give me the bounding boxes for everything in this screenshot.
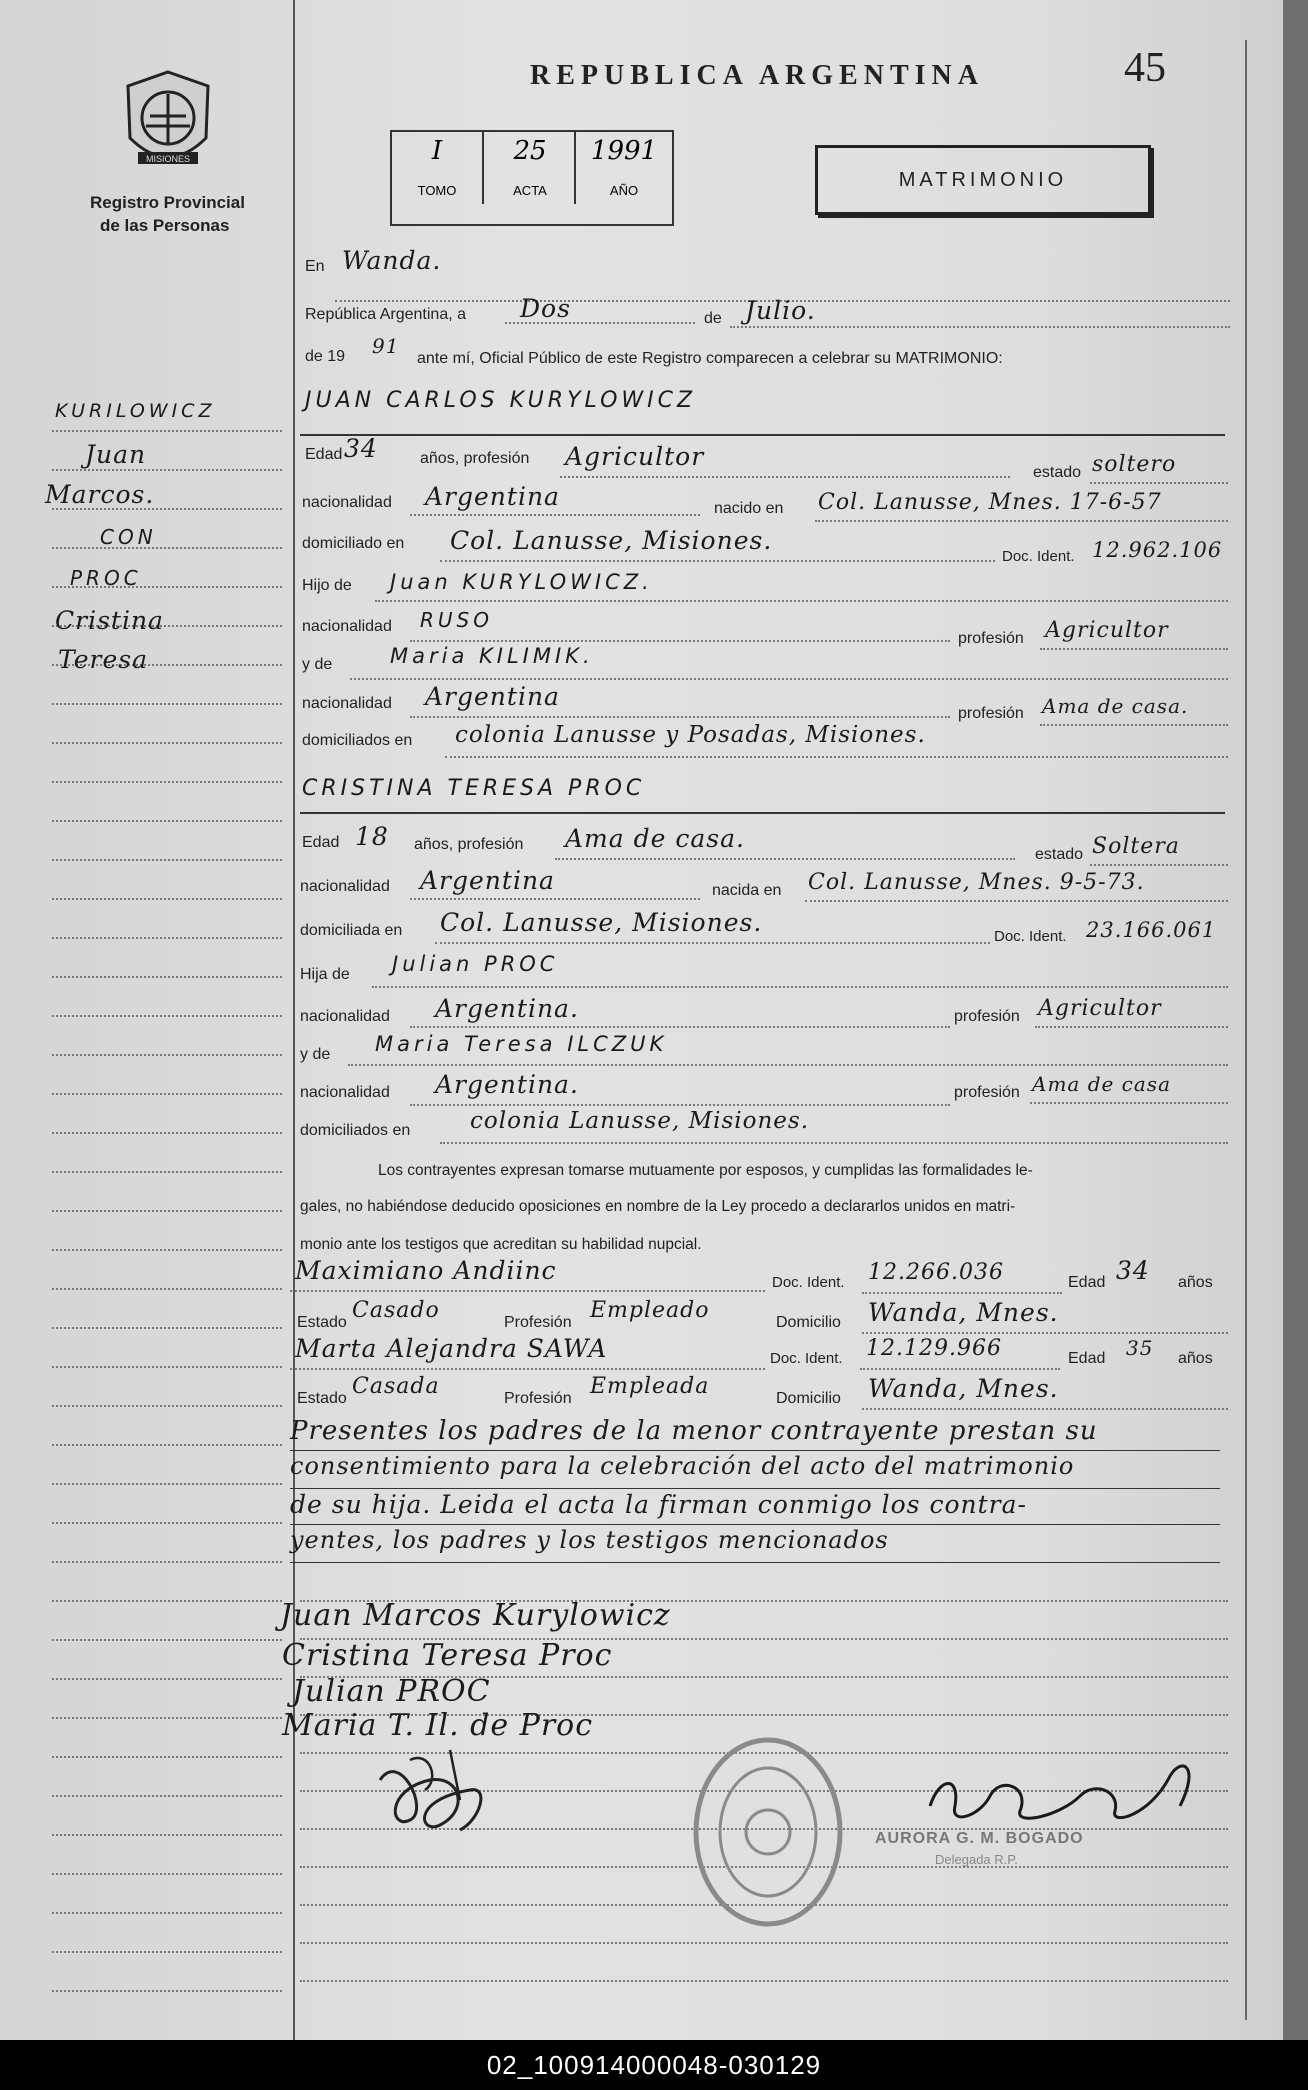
bride-name-line [300, 812, 1225, 814]
registry-line2: de las Personas [100, 216, 230, 235]
document-type-box: MATRIMONIO [815, 145, 1151, 215]
margin-guide-line [52, 1210, 282, 1212]
groom-nacido-label: nacido en [714, 500, 784, 517]
bride-father-prof-label: profesión [954, 1008, 1020, 1025]
bride-nacida-line [805, 900, 1228, 902]
stamp-name: AURORA G. M. BOGADO [875, 1830, 1084, 1847]
misiones-emblem-icon [120, 68, 216, 178]
groom-doc-label: Doc. Ident. [1002, 548, 1075, 565]
witness1-doc-line [862, 1292, 1062, 1294]
witness2-prof-label: Profesión [504, 1390, 572, 1407]
note-line1: Presentes los padres de la menor contrayente prestan su [290, 1416, 1098, 1446]
acta-value: 25 [513, 136, 547, 166]
groom-nac-line [410, 514, 700, 516]
witness2-doc-label: Doc. Ident. [770, 1350, 843, 1367]
witness2-edad-label: Edad [1068, 1350, 1106, 1367]
margin-note-marcos: Marcos. [45, 480, 155, 509]
bride-father-nac-value: Argentina. [435, 994, 579, 1023]
bride-mother-prof-value: Ama de casa [1032, 1072, 1171, 1096]
declaration-line1: Los contrayentes expresan tomarse mutuamente por esposos, y cumplidas las formalidades le- [378, 1162, 1033, 1179]
margin-guide-line [52, 1756, 282, 1758]
margin-guide-line [52, 1873, 282, 1875]
margin-guide-line [52, 1678, 282, 1680]
margin-guide-line [52, 1834, 282, 1836]
groom-father-prof-line [1040, 648, 1228, 650]
margin-guide-line [52, 1405, 282, 1407]
bride-hija-label: Hija de [300, 966, 350, 983]
witness2-name: Marta Alejandra SAWA [295, 1334, 608, 1363]
groom-dom-label: domiciliado en [302, 535, 405, 552]
declaration-line2: gales, no habiéndose deducido oposiciones en nombre de la Ley procedo a declararlos unidos en matri- [300, 1198, 1016, 1215]
margin-guide-line [52, 1327, 282, 1329]
note-rule2 [290, 1488, 1220, 1489]
bride-estado-label: estado [1035, 846, 1084, 863]
margin-guide-line [52, 1639, 282, 1641]
witness2-dom-label: Domicilio [776, 1390, 841, 1407]
margin-guide-line [52, 1912, 282, 1914]
groom-name: JUAN CARLOS KURYLOWICZ [305, 388, 697, 413]
bride-mother-prof-line [1030, 1102, 1228, 1104]
bride-dom-label: domiciliada en [300, 922, 403, 939]
emblem-text: MISIONES [145, 154, 191, 164]
margin-guide-line [52, 469, 282, 471]
groom-mother-prof-line [1040, 724, 1228, 726]
note-line3: de su hija. Leida el acta la firman conmigo los contra- [290, 1490, 1027, 1519]
bride-mother-nac-value: Argentina. [435, 1070, 579, 1099]
en-label: En [305, 258, 325, 275]
bride-nac-value: Argentina [420, 866, 555, 895]
witness2-estado-label: Estado [297, 1390, 347, 1407]
bride-father-nac-line [410, 1026, 950, 1028]
margin-note-surname: KURILOWICZ [55, 400, 216, 422]
witness1-doc-value: 12.266.036 [868, 1260, 1004, 1285]
witness2-anos-label: años [1178, 1350, 1213, 1367]
witness2-doc-value: 12.129.966 [866, 1336, 1002, 1361]
groom-nac-label: nacionalidad [302, 494, 392, 511]
note-line4: yentes, los padres y los testigos mencionados [290, 1526, 889, 1554]
bride-anos-label: años, profesión [414, 836, 524, 853]
bride-mother-prof-label: profesión [954, 1084, 1020, 1101]
margin-guide-line [52, 1093, 282, 1095]
bride-dom-line [435, 942, 990, 944]
groom-mother-line [350, 678, 1228, 680]
groom-parents-dom-label: domiciliados en [302, 732, 413, 749]
declaration-line3: monio ante los testigos que acreditan su habilidad nupcial. [300, 1236, 702, 1253]
anio-value: 1991 [590, 136, 658, 166]
bride-nac-label: nacionalidad [300, 878, 390, 895]
margin-guide-line [52, 1249, 282, 1251]
margin-guide-line [52, 742, 282, 744]
bride-doc-label: Doc. Ident. [994, 928, 1067, 945]
witness1-estado-label: Estado [297, 1314, 347, 1331]
margin-guide-line [52, 1600, 282, 1602]
witness2-estado-value: Casada [352, 1374, 440, 1399]
margin-note-proc: PROC [70, 566, 142, 590]
groom-mother-nac-label: nacionalidad [302, 695, 392, 712]
reference-box [390, 130, 674, 226]
groom-father-nac-value: RUSO [420, 608, 493, 632]
groom-dom-line [440, 560, 995, 562]
witness-signature-scribble [370, 1740, 500, 1850]
groom-anos-label: años, profesión [420, 450, 530, 467]
witness2-dom-line [862, 1408, 1228, 1410]
groom-mother-prof-value: Ama de casa. [1042, 694, 1189, 718]
groom-yde-label: y de [302, 656, 333, 673]
witness1-prof-value: Empleado [590, 1298, 710, 1323]
witness1-doc-label: Doc. Ident. [772, 1274, 845, 1291]
tomo-cell [392, 132, 482, 204]
margin-guide-line [52, 1951, 282, 1953]
witness1-edad-value: 34 [1116, 1256, 1150, 1285]
bride-parents-dom-value: colonia Lanusse, Misiones. [470, 1108, 810, 1134]
bride-dom-value: Col. Lanusse, Misiones. [440, 908, 763, 937]
groom-nac-value: Argentina [425, 482, 560, 511]
groom-nacido-value: Col. Lanusse, Mnes. 17-6-57 [818, 490, 1162, 515]
year-prefix: de 19 [305, 348, 346, 365]
margin-guide-line [52, 937, 282, 939]
witness1-edad-label: Edad [1068, 1274, 1106, 1291]
bride-edad-label: Edad [302, 834, 340, 851]
margin-guide-line [52, 1015, 282, 1017]
witness1-dom-value: Wanda, Mnes. [868, 1298, 1059, 1327]
margin-note-juan: Juan [85, 440, 147, 469]
bride-nacida-value: Col. Lanusse, Mnes. 9-5-73. [808, 870, 1145, 895]
bride-yde-label: y de [300, 1046, 331, 1063]
note-rule4 [290, 1562, 1220, 1563]
witness2-prof-value: Empleada [590, 1374, 710, 1399]
groom-mother-nac-line [410, 716, 950, 718]
month-line [730, 326, 1230, 328]
groom-father-line [375, 600, 1228, 602]
official-seal [688, 1732, 848, 1932]
witness2-edad-value: 35 [1126, 1336, 1154, 1360]
bride-nac-line [410, 898, 700, 900]
bride-edad-value: 18 [355, 822, 389, 851]
bride-estado-value: Soltera [1092, 834, 1180, 859]
margin-guide-line [52, 1522, 282, 1524]
groom-mother-name: Maria KILIMIK. [390, 644, 594, 668]
groom-estado-label: estado [1033, 464, 1082, 481]
bride-prof-line [555, 858, 1015, 860]
year-value: 91 [372, 334, 400, 358]
en-value: Wanda. [342, 246, 442, 275]
de-label: de [704, 310, 722, 327]
page-edge-shadow [1283, 0, 1308, 2040]
page-number: 45 [1124, 45, 1166, 91]
day-value: Dos [520, 294, 571, 323]
right-border-line [1245, 40, 1247, 2020]
bride-father-prof-value: Agricultor [1038, 996, 1162, 1021]
note-rule1 [290, 1450, 1220, 1451]
month-value: Julio. [745, 296, 816, 325]
bride-parents-dom-label: domiciliados en [300, 1122, 411, 1139]
margin-guide-line [52, 1795, 282, 1797]
groom-father-name: Juan KURYLOWICZ. [390, 570, 653, 594]
witness1-dom-line [862, 1332, 1228, 1334]
bride-parents-dom-line [440, 1142, 1228, 1144]
witness2-dom-value: Wanda, Mnes. [868, 1374, 1059, 1403]
margin-guide-line [52, 781, 282, 783]
groom-father-prof-label: profesión [958, 630, 1024, 647]
margin-guide-line [52, 976, 282, 978]
image-id-footer: 02_100914000048-030129 [0, 2040, 1308, 2090]
tomo-value: I [431, 136, 443, 166]
margin-guide-line [52, 1366, 282, 1368]
groom-father-nac-line [410, 640, 950, 642]
bride-father-prof-line [1035, 1026, 1228, 1028]
bride-father-nac-label: nacionalidad [300, 1008, 390, 1025]
groom-estado-value: soltero [1092, 452, 1177, 477]
margin-guide-line [52, 1288, 282, 1290]
bride-mother-line [348, 1064, 1228, 1066]
witness1-dom-label: Domicilio [776, 1314, 841, 1331]
groom-edad-label: Edad [305, 446, 343, 463]
signature-bride: Cristina Teresa Proc [282, 1638, 613, 1673]
bride-doc-value: 23.166.061 [1086, 918, 1217, 942]
bride-mother-nac-label: nacionalidad [300, 1084, 390, 1101]
margin-guide-line [52, 1444, 282, 1446]
margin-guide-line [52, 430, 282, 432]
signature-bride-father: Julian PROC [292, 1674, 491, 1709]
bride-father-line [372, 986, 1228, 988]
bride-estado-line [1090, 864, 1228, 866]
anio-label: AÑO [609, 183, 639, 198]
margin-guide-line [52, 820, 282, 822]
witness1-name: Maximiano Andiinc [295, 1256, 557, 1285]
acta-label: ACTA [513, 183, 547, 198]
groom-hijo-label: Hijo de [302, 577, 352, 594]
bride-profesion-value: Ama de casa. [565, 824, 745, 853]
groom-mother-prof-label: profesión [958, 705, 1024, 722]
margin-guide-line [52, 547, 282, 549]
margin-note-cristina: Cristina [55, 606, 164, 635]
witness1-anos-label: años [1178, 1274, 1213, 1291]
signature-groom: Juan Marcos Kurylowicz [280, 1598, 671, 1633]
signature-bride-mother: Maria T. Il. de Proc [282, 1708, 594, 1743]
groom-parents-dom-value: colonia Lanusse y Posadas, Misiones. [455, 722, 926, 748]
bride-nacida-label: nacida en [712, 882, 782, 899]
margin-note-teresa: Teresa [58, 645, 149, 674]
bride-mother-nac-line [410, 1104, 950, 1106]
groom-dom-value: Col. Lanusse, Misiones. [450, 526, 773, 555]
margin-guide-line [52, 1717, 282, 1719]
witness2-doc-line [860, 1368, 1060, 1370]
margin-guide-line [52, 898, 282, 900]
registry-line1: Registro Provincial [90, 193, 245, 212]
stamp-title: Delegada R.P. [935, 1852, 1018, 1867]
body-guide-line [300, 1942, 1228, 1944]
bride-father-name: Julian PROC [392, 952, 559, 976]
bride-name: CRISTINA TERESA PROC [302, 776, 646, 801]
republic-label: República Argentina, a [305, 306, 466, 323]
margin-guide-line [52, 859, 282, 861]
opening-statement: ante mí, Oficial Público de este Registro comparecen a celebrar su MATRIMONIO: [417, 350, 1003, 367]
margin-guide-line [52, 1171, 282, 1173]
bride-mother-name: Maria Teresa ILCZUK [375, 1032, 668, 1056]
witness2-name-line [290, 1368, 765, 1370]
anio-cell [574, 132, 672, 204]
margin-guide-line [52, 703, 282, 705]
margin-guide-line [52, 1561, 282, 1563]
note-line2: consentimiento para la celebración del acto del matrimonio [290, 1452, 1075, 1480]
groom-father-nac-label: nacionalidad [302, 618, 392, 635]
margin-note-con: CON [100, 525, 157, 549]
groom-parents-dom-line [445, 756, 1228, 758]
acta-cell [482, 132, 576, 204]
groom-estado-line [1090, 482, 1228, 484]
country-title: REPUBLICA ARGENTINA [530, 60, 984, 91]
groom-doc-value: 12.962.106 [1092, 538, 1223, 562]
margin-guide-line [52, 1132, 282, 1134]
margin-guide-line [52, 1990, 282, 1992]
body-guide-line [300, 1980, 1228, 1982]
note-rule3 [290, 1524, 1220, 1525]
groom-prof-line [560, 476, 1010, 478]
groom-profesion-value: Agricultor [565, 442, 705, 471]
witness1-name-line [290, 1290, 765, 1292]
witness1-prof-label: Profesión [504, 1314, 572, 1331]
tomo-label: TOMO [417, 183, 457, 198]
groom-mother-nac-value: Argentina [425, 682, 560, 711]
groom-nacido-line [815, 520, 1228, 522]
groom-father-prof-value: Agricultor [1045, 618, 1169, 643]
groom-name-line [300, 434, 1225, 436]
groom-edad-value: 34 [344, 434, 378, 463]
margin-guide-line [52, 1483, 282, 1485]
margin-guide-line [52, 1054, 282, 1056]
witness1-estado-value: Casado [352, 1298, 440, 1323]
